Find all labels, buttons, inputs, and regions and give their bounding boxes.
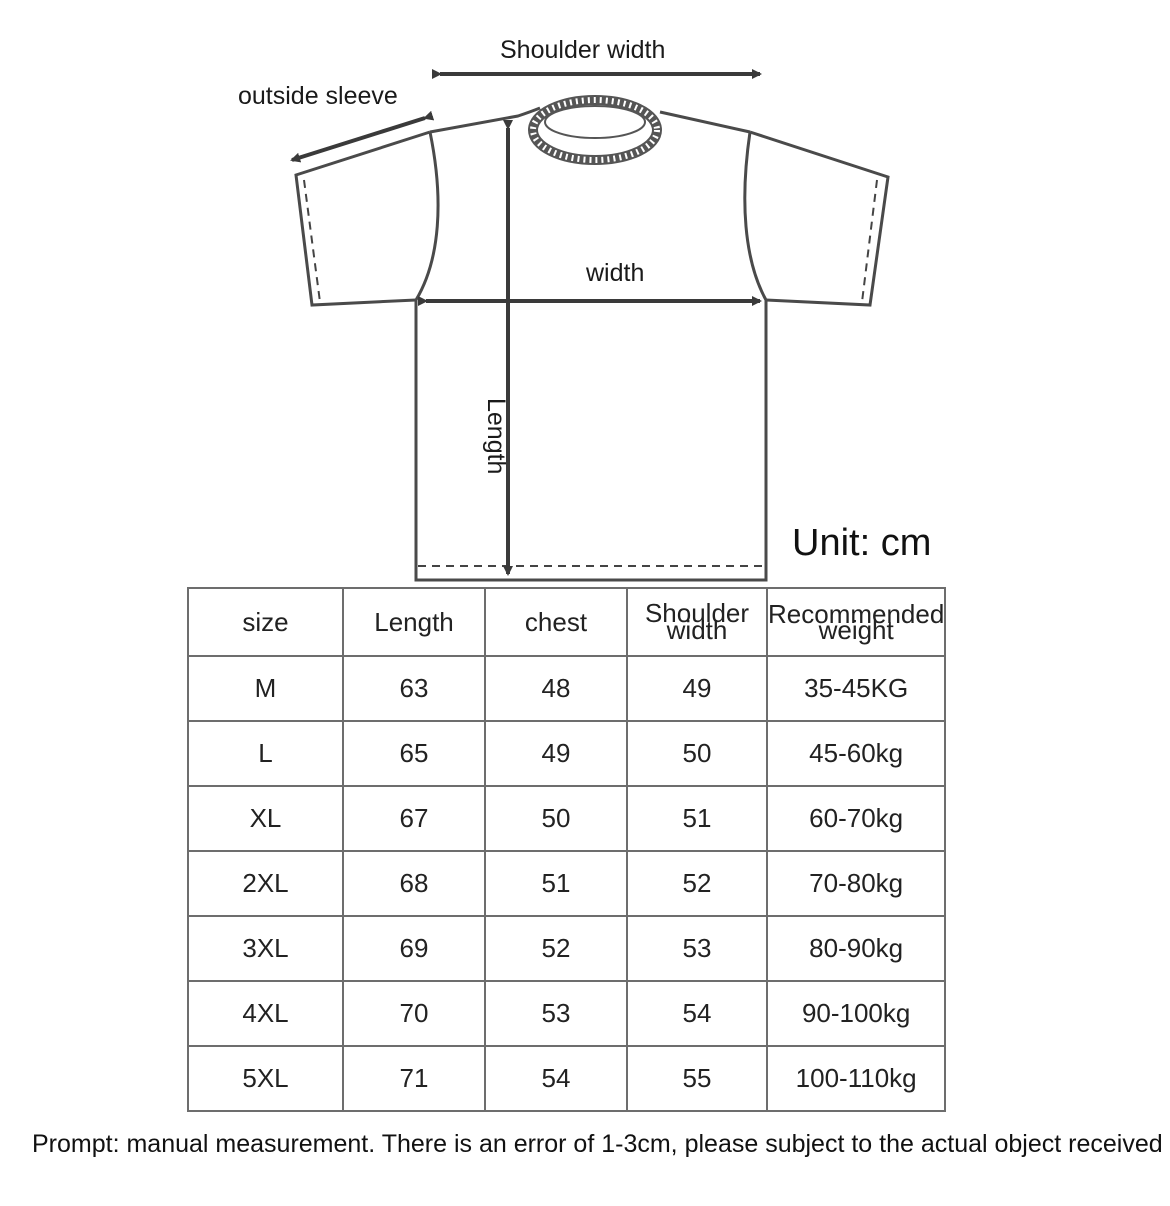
- size-cell: M: [188, 656, 343, 721]
- header-size: size: [188, 588, 343, 656]
- header-recommended-weight: Recommended weight: [767, 588, 945, 656]
- length-cell: 71: [343, 1046, 485, 1111]
- shoulder-width-cell: 50: [627, 721, 767, 786]
- length-label: Length: [482, 398, 510, 475]
- size-cell: 4XL: [188, 981, 343, 1046]
- tshirt-outline: [296, 108, 888, 580]
- length-cell: 68: [343, 851, 485, 916]
- weight-cell: 70-80kg: [767, 851, 945, 916]
- size-cell: 5XL: [188, 1046, 343, 1111]
- unit-label: Unit: cm: [792, 522, 932, 564]
- header-length: Length: [343, 588, 485, 656]
- header-chest: chest: [485, 588, 627, 656]
- table-row: [188, 786, 945, 851]
- shoulder-width-cell: 49: [627, 656, 767, 721]
- table-row: [188, 916, 945, 981]
- shoulder-width-label: Shoulder width: [500, 36, 666, 64]
- footer-note: Prompt: manual measurement. There is an error of 1-3cm, please subject to the actual object received: [32, 1130, 1163, 1158]
- table-row: [188, 981, 945, 1046]
- chest-cell: 51: [485, 851, 627, 916]
- weight-cell: 60-70kg: [767, 786, 945, 851]
- weight-cell: 35-45KG: [767, 656, 945, 721]
- table-row: [188, 1046, 945, 1111]
- chest-cell: 54: [485, 1046, 627, 1111]
- weight-cell: 45-60kg: [767, 721, 945, 786]
- shoulder-width-cell: 55: [627, 1046, 767, 1111]
- shoulder-width-cell: 54: [627, 981, 767, 1046]
- size-cell: XL: [188, 786, 343, 851]
- chest-cell: 50: [485, 786, 627, 851]
- right-sleeve-hem: [862, 180, 877, 302]
- shoulder-width-cell: 52: [627, 851, 767, 916]
- length-cell: 67: [343, 786, 485, 851]
- width-label: width: [586, 259, 645, 287]
- chest-cell: 53: [485, 981, 627, 1046]
- weight-cell: 90-100kg: [767, 981, 945, 1046]
- length-cell: 63: [343, 656, 485, 721]
- header-shoulder-width: Shoulder width: [627, 588, 767, 656]
- length-cell: 69: [343, 916, 485, 981]
- table-row: [188, 656, 945, 721]
- table-row: [188, 721, 945, 786]
- left-sleeve-hem: [304, 180, 320, 302]
- collar: [533, 100, 657, 160]
- size-cell: L: [188, 721, 343, 786]
- weight-cell: 100-110kg: [767, 1046, 945, 1111]
- size-table: [187, 587, 946, 1112]
- tshirt-diagram: [0, 0, 1170, 590]
- weight-cell: 80-90kg: [767, 916, 945, 981]
- shoulder-width-cell: 51: [627, 786, 767, 851]
- length-cell: 70: [343, 981, 485, 1046]
- chest-cell: 52: [485, 916, 627, 981]
- length-cell: 65: [343, 721, 485, 786]
- size-cell: 2XL: [188, 851, 343, 916]
- chest-cell: 49: [485, 721, 627, 786]
- table-header-row: [188, 588, 945, 656]
- chest-cell: 48: [485, 656, 627, 721]
- table-row: [188, 851, 945, 916]
- outside-sleeve-label: outside sleeve: [238, 82, 398, 110]
- shoulder-width-cell: 53: [627, 916, 767, 981]
- size-cell: 3XL: [188, 916, 343, 981]
